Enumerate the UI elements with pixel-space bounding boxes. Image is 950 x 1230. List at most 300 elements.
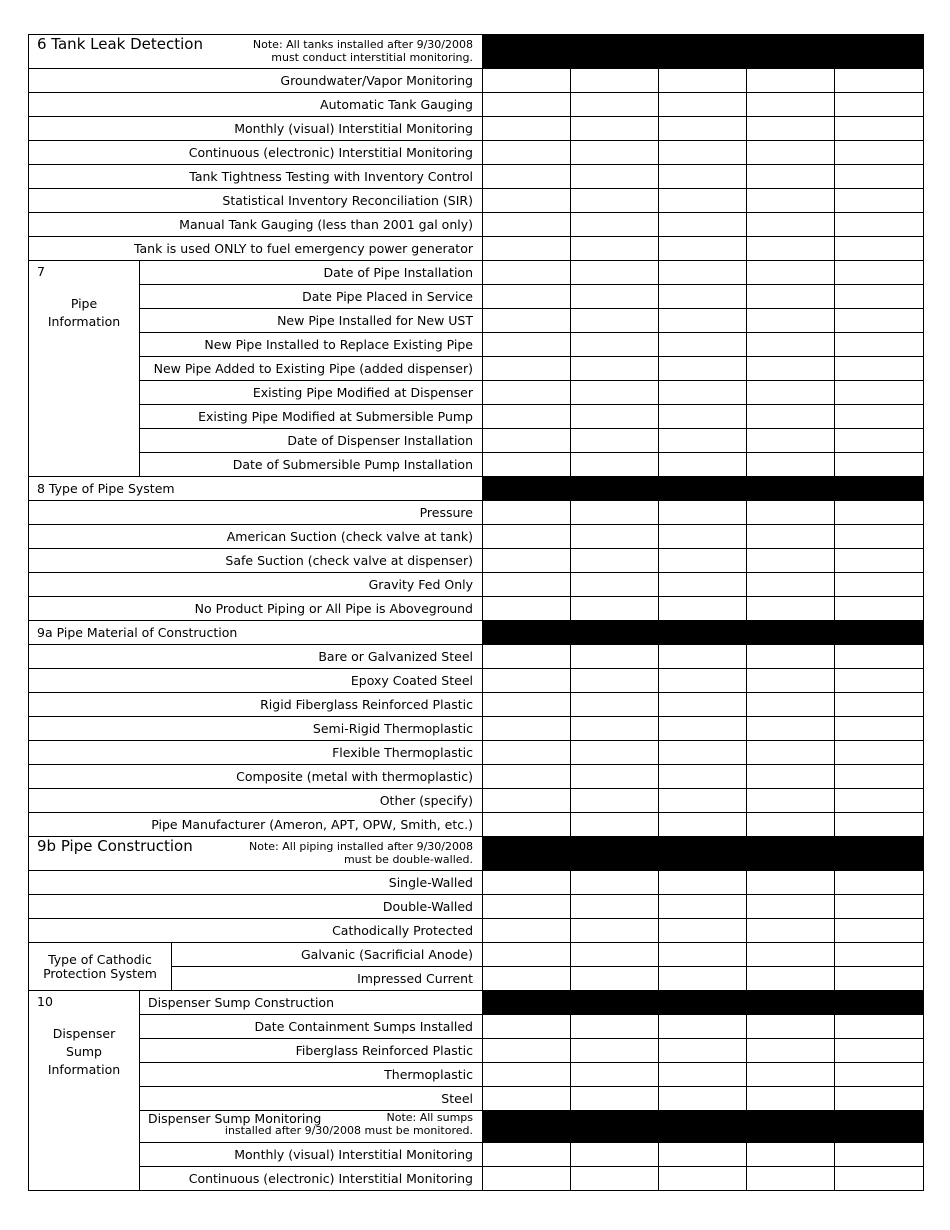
- pipe-material-6-tank-3-cell[interactable]: [659, 789, 747, 813]
- pipe-material-7-tank-1-cell[interactable]: [483, 813, 571, 837]
- section-9b-header-row: [29, 837, 924, 871]
- pipe-system-4-tank-4-cell[interactable]: [747, 597, 835, 621]
- pipe-info-2-row: [29, 309, 924, 333]
- leak-detection-6-tank-4-cell[interactable]: [747, 213, 835, 237]
- sump-monitoring-1-tank-2-cell[interactable]: [571, 1167, 659, 1191]
- leak-detection-5-tank-3-cell[interactable]: [659, 189, 747, 213]
- leak-detection-0-tank-5-cell[interactable]: [835, 69, 924, 93]
- sump-monitoring-1-tank-5-cell[interactable]: [835, 1167, 924, 1191]
- pipe-system-2-tank-2-cell[interactable]: [571, 549, 659, 573]
- section-6-title: 6 Tank Leak Detection: [37, 35, 203, 53]
- pipe-construction-0-tank-1-cell[interactable]: [483, 871, 571, 895]
- leak-detection-1-tank-1-cell[interactable]: [483, 93, 571, 117]
- sump-monitoring-0-tank-3-cell[interactable]: [659, 1143, 747, 1167]
- pipe-info-7-tank-2-cell[interactable]: [571, 429, 659, 453]
- section-6-header: [29, 35, 483, 69]
- pipe-material-3-tank-1-cell[interactable]: [483, 717, 571, 741]
- pipe-material-5-tank-5-cell[interactable]: [835, 765, 924, 789]
- pipe-material-5-label: Composite (metal with thermoplastic): [29, 765, 483, 789]
- pipe-system-0-tank-1-cell[interactable]: [483, 501, 571, 525]
- pipe-material-3-tank-5-cell[interactable]: [835, 717, 924, 741]
- section-9a-title: 9a Pipe Material of Construction: [37, 624, 238, 640]
- pipe-system-3-tank-3-cell[interactable]: [659, 573, 747, 597]
- leak-detection-5-tank-2-cell[interactable]: [571, 189, 659, 213]
- cathodic-1-tank-1-cell[interactable]: [483, 967, 571, 991]
- pipe-material-6-tank-2-cell[interactable]: [571, 789, 659, 813]
- pipe-material-5-tank-3-cell[interactable]: [659, 765, 747, 789]
- pipe-info-2-tank-2-cell[interactable]: [571, 309, 659, 333]
- pipe-material-3-tank-3-cell[interactable]: [659, 717, 747, 741]
- section-9b-header: [29, 837, 483, 871]
- sump-construction-1-tank-4-cell[interactable]: [747, 1039, 835, 1063]
- cathodic-1-tank-2-cell[interactable]: [571, 967, 659, 991]
- pipe-construction-1-tank-4-cell[interactable]: [747, 895, 835, 919]
- header-fill-cell: [571, 837, 659, 871]
- leak-detection-1-tank-4-cell[interactable]: [747, 93, 835, 117]
- pipe-info-0-tank-5-cell[interactable]: [835, 261, 924, 285]
- pipe-system-3-tank-5-cell[interactable]: [835, 573, 924, 597]
- pipe-construction-2-row: [29, 919, 924, 943]
- pipe-info-2-tank-1-cell[interactable]: [483, 309, 571, 333]
- pipe-info-7-tank-3-cell[interactable]: [659, 429, 747, 453]
- header-fill-cell: [483, 837, 571, 871]
- pipe-material-6-tank-5-cell[interactable]: [835, 789, 924, 813]
- pipe-construction-1-tank-2-cell[interactable]: [571, 895, 659, 919]
- leak-detection-3-tank-4-cell[interactable]: [747, 141, 835, 165]
- sump-monitoring-note: Note: All sumps installed after 9/30/2008 must be monitored.: [224, 1111, 473, 1137]
- header-fill-cell: [835, 991, 924, 1015]
- cathodic-0-row: [29, 943, 924, 967]
- pipe-info-0-tank-4-cell[interactable]: [747, 261, 835, 285]
- pipe-info-3-tank-5-cell[interactable]: [835, 333, 924, 357]
- leak-detection-0-row: [29, 69, 924, 93]
- pipe-construction-1-tank-3-cell[interactable]: [659, 895, 747, 919]
- pipe-info-1-label: Date Pipe Placed in Service: [140, 285, 483, 309]
- pipe-info-5-tank-2-cell[interactable]: [571, 381, 659, 405]
- sump-construction-0-tank-4-cell[interactable]: [747, 1015, 835, 1039]
- leak-detection-7-tank-1-cell[interactable]: [483, 237, 571, 261]
- pipe-info-6-tank-2-cell[interactable]: [571, 405, 659, 429]
- pipe-info-1-tank-3-cell[interactable]: [659, 285, 747, 309]
- pipe-material-3-tank-2-cell[interactable]: [571, 717, 659, 741]
- pipe-material-0-tank-3-cell[interactable]: [659, 645, 747, 669]
- leak-detection-4-row: [29, 165, 924, 189]
- pipe-system-2-tank-3-cell[interactable]: [659, 549, 747, 573]
- sump-construction-3-label: Steel: [140, 1087, 483, 1111]
- pipe-construction-2-tank-3-cell[interactable]: [659, 919, 747, 943]
- sump-construction-2-tank-1-cell[interactable]: [483, 1063, 571, 1087]
- pipe-construction-0-row: [29, 871, 924, 895]
- leak-detection-4-tank-2-cell[interactable]: [571, 165, 659, 189]
- pipe-info-4-label: New Pipe Added to Existing Pipe (added dispenser): [140, 357, 483, 381]
- pipe-info-4-row: [29, 357, 924, 381]
- header-fill-cell: [747, 35, 835, 69]
- header-fill-cell: [835, 35, 924, 69]
- header-fill-cell: [571, 35, 659, 69]
- cathodic-0-tank-5-cell[interactable]: [835, 943, 924, 967]
- leak-detection-6-tank-2-cell[interactable]: [571, 213, 659, 237]
- pipe-info-0-tank-3-cell[interactable]: [659, 261, 747, 285]
- ust-form-table: [28, 34, 924, 1191]
- cathodic-0-tank-2-cell[interactable]: [571, 943, 659, 967]
- pipe-material-4-tank-1-cell[interactable]: [483, 741, 571, 765]
- pipe-info-7-tank-5-cell[interactable]: [835, 429, 924, 453]
- pipe-system-0-tank-4-cell[interactable]: [747, 501, 835, 525]
- leak-detection-2-tank-5-cell[interactable]: [835, 117, 924, 141]
- sump-construction-1-row: [29, 1039, 924, 1063]
- pipe-material-1-tank-3-cell[interactable]: [659, 669, 747, 693]
- sump-construction-2-tank-3-cell[interactable]: [659, 1063, 747, 1087]
- pipe-material-4-label: Flexible Thermoplastic: [29, 741, 483, 765]
- leak-detection-4-tank-3-cell[interactable]: [659, 165, 747, 189]
- pipe-material-0-row: [29, 645, 924, 669]
- cathodic-0-tank-1-cell[interactable]: [483, 943, 571, 967]
- leak-detection-0-tank-4-cell[interactable]: [747, 69, 835, 93]
- section-7-name: Pipe Information: [47, 296, 121, 329]
- pipe-info-6-tank-4-cell[interactable]: [747, 405, 835, 429]
- pipe-system-4-tank-2-cell[interactable]: [571, 597, 659, 621]
- pipe-system-1-tank-1-cell[interactable]: [483, 525, 571, 549]
- pipe-material-6-row: [29, 789, 924, 813]
- sump-construction-0-tank-3-cell[interactable]: [659, 1015, 747, 1039]
- pipe-info-5-tank-3-cell[interactable]: [659, 381, 747, 405]
- cathodic-0-tank-3-cell[interactable]: [659, 943, 747, 967]
- pipe-info-5-tank-1-cell[interactable]: [483, 381, 571, 405]
- pipe-info-1-tank-1-cell[interactable]: [483, 285, 571, 309]
- leak-detection-3-tank-3-cell[interactable]: [659, 141, 747, 165]
- sump-construction-0-tank-1-cell[interactable]: [483, 1015, 571, 1039]
- leak-detection-4-tank-4-cell[interactable]: [747, 165, 835, 189]
- sump-monitoring-0-row: [29, 1143, 924, 1167]
- pipe-info-8-tank-1-cell[interactable]: [483, 453, 571, 477]
- sump-construction-2-label: Thermoplastic: [140, 1063, 483, 1087]
- pipe-material-2-tank-1-cell[interactable]: [483, 693, 571, 717]
- pipe-system-0-tank-3-cell[interactable]: [659, 501, 747, 525]
- sump-monitoring-1-tank-1-cell[interactable]: [483, 1167, 571, 1191]
- pipe-material-1-tank-2-cell[interactable]: [571, 669, 659, 693]
- pipe-construction-2-tank-4-cell[interactable]: [747, 919, 835, 943]
- pipe-material-1-tank-5-cell[interactable]: [835, 669, 924, 693]
- pipe-material-3-tank-4-cell[interactable]: [747, 717, 835, 741]
- leak-detection-2-label: Monthly (visual) Interstitial Monitoring: [29, 117, 483, 141]
- cathodic-0-label: Galvanic (Sacrificial Anode): [172, 943, 483, 967]
- section-9a-header: [29, 621, 483, 645]
- pipe-info-7-label: Date of Dispenser Installation: [140, 429, 483, 453]
- pipe-material-2-tank-3-cell[interactable]: [659, 693, 747, 717]
- sump-monitoring-1-tank-4-cell[interactable]: [747, 1167, 835, 1191]
- pipe-info-8-tank-5-cell[interactable]: [835, 453, 924, 477]
- leak-detection-1-tank-2-cell[interactable]: [571, 93, 659, 117]
- sump-construction-2-tank-5-cell[interactable]: [835, 1063, 924, 1087]
- pipe-system-4-tank-1-cell[interactable]: [483, 597, 571, 621]
- leak-detection-4-tank-1-cell[interactable]: [483, 165, 571, 189]
- pipe-material-7-tank-4-cell[interactable]: [747, 813, 835, 837]
- leak-detection-1-tank-3-cell[interactable]: [659, 93, 747, 117]
- cathodic-0-tank-4-cell[interactable]: [747, 943, 835, 967]
- leak-detection-5-row: [29, 189, 924, 213]
- pipe-system-3-tank-2-cell[interactable]: [571, 573, 659, 597]
- pipe-system-3-label: Gravity Fed Only: [29, 573, 483, 597]
- sump-construction-0-tank-2-cell[interactable]: [571, 1015, 659, 1039]
- sump-monitoring-header: [140, 1111, 483, 1143]
- sump-construction-2-tank-2-cell[interactable]: [571, 1063, 659, 1087]
- sump-monitoring-1-tank-3-cell[interactable]: [659, 1167, 747, 1191]
- pipe-info-6-label: Existing Pipe Modified at Submersible Pump: [140, 405, 483, 429]
- pipe-info-5-tank-5-cell[interactable]: [835, 381, 924, 405]
- header-fill-cell: [483, 991, 571, 1015]
- pipe-construction-2-tank-2-cell[interactable]: [571, 919, 659, 943]
- sump-construction-title: Dispenser Sump Construction: [140, 991, 483, 1015]
- pipe-info-8-tank-4-cell[interactable]: [747, 453, 835, 477]
- sump-construction-0-label: Date Containment Sumps Installed: [140, 1015, 483, 1039]
- pipe-info-4-tank-4-cell[interactable]: [747, 357, 835, 381]
- cathodic-1-label: Impressed Current: [172, 967, 483, 991]
- pipe-construction-0-tank-5-cell[interactable]: [835, 871, 924, 895]
- header-fill-cell: [571, 477, 659, 501]
- leak-detection-7-tank-4-cell[interactable]: [747, 237, 835, 261]
- header-fill-cell: [483, 621, 571, 645]
- leak-detection-2-tank-4-cell[interactable]: [747, 117, 835, 141]
- section-8-header: [29, 477, 483, 501]
- sump-construction-3-tank-5-cell[interactable]: [835, 1087, 924, 1111]
- header-fill-cell: [483, 35, 571, 69]
- pipe-system-4-label: No Product Piping or All Pipe is Aboveground: [29, 597, 483, 621]
- pipe-material-4-tank-2-cell[interactable]: [571, 741, 659, 765]
- pipe-material-5-tank-4-cell[interactable]: [747, 765, 835, 789]
- pipe-system-4-row: [29, 597, 924, 621]
- pipe-construction-1-row: [29, 895, 924, 919]
- pipe-info-5-label: Existing Pipe Modified at Dispenser: [140, 381, 483, 405]
- pipe-material-7-tank-3-cell[interactable]: [659, 813, 747, 837]
- cathodic-1-tank-3-cell[interactable]: [659, 967, 747, 991]
- pipe-material-6-tank-4-cell[interactable]: [747, 789, 835, 813]
- sump-construction-3-tank-1-cell[interactable]: [483, 1087, 571, 1111]
- pipe-info-5-row: [29, 381, 924, 405]
- pipe-info-8-tank-3-cell[interactable]: [659, 453, 747, 477]
- pipe-info-3-tank-3-cell[interactable]: [659, 333, 747, 357]
- pipe-system-4-tank-3-cell[interactable]: [659, 597, 747, 621]
- pipe-info-5-tank-4-cell[interactable]: [747, 381, 835, 405]
- pipe-construction-0-tank-3-cell[interactable]: [659, 871, 747, 895]
- pipe-info-8-tank-2-cell[interactable]: [571, 453, 659, 477]
- pipe-material-7-label: Pipe Manufacturer (Ameron, APT, OPW, Smith, etc.): [29, 813, 483, 837]
- leak-detection-6-tank-5-cell[interactable]: [835, 213, 924, 237]
- pipe-info-4-tank-5-cell[interactable]: [835, 357, 924, 381]
- pipe-info-4-tank-3-cell[interactable]: [659, 357, 747, 381]
- leak-detection-4-tank-5-cell[interactable]: [835, 165, 924, 189]
- sump-construction-2-tank-4-cell[interactable]: [747, 1063, 835, 1087]
- section-9b-note: Note: All piping installed after 9/30/2008 must be double-walled.: [249, 840, 473, 866]
- leak-detection-1-label: Automatic Tank Gauging: [29, 93, 483, 117]
- pipe-info-6-tank-1-cell[interactable]: [483, 405, 571, 429]
- header-fill-cell: [483, 477, 571, 501]
- pipe-construction-1-label: Double-Walled: [29, 895, 483, 919]
- pipe-material-4-tank-5-cell[interactable]: [835, 741, 924, 765]
- pipe-system-3-tank-1-cell[interactable]: [483, 573, 571, 597]
- header-fill-cell: [747, 1111, 835, 1143]
- sump-monitoring-0-tank-5-cell[interactable]: [835, 1143, 924, 1167]
- sump-monitoring-0-label: Monthly (visual) Interstitial Monitoring: [140, 1143, 483, 1167]
- header-fill-cell: [835, 1111, 924, 1143]
- leak-detection-6-row: [29, 213, 924, 237]
- leak-detection-7-tank-5-cell[interactable]: [835, 237, 924, 261]
- pipe-system-1-tank-4-cell[interactable]: [747, 525, 835, 549]
- pipe-info-7-tank-1-cell[interactable]: [483, 429, 571, 453]
- section-10-name: Dispenser Sump Information: [47, 1026, 121, 1077]
- sump-construction-1-tank-1-cell[interactable]: [483, 1039, 571, 1063]
- pipe-material-2-tank-5-cell[interactable]: [835, 693, 924, 717]
- pipe-info-7-row: [29, 429, 924, 453]
- pipe-system-1-tank-5-cell[interactable]: [835, 525, 924, 549]
- header-fill-cell: [659, 35, 747, 69]
- pipe-system-1-label: American Suction (check valve at tank): [29, 525, 483, 549]
- pipe-system-1-tank-3-cell[interactable]: [659, 525, 747, 549]
- pipe-construction-0-tank-4-cell[interactable]: [747, 871, 835, 895]
- leak-detection-6-tank-1-cell[interactable]: [483, 213, 571, 237]
- sump-monitoring-0-tank-4-cell[interactable]: [747, 1143, 835, 1167]
- pipe-system-2-label: Safe Suction (check valve at dispenser): [29, 549, 483, 573]
- leak-detection-5-tank-5-cell[interactable]: [835, 189, 924, 213]
- sump-construction-1-label: Fiberglass Reinforced Plastic: [140, 1039, 483, 1063]
- pipe-info-6-tank-3-cell[interactable]: [659, 405, 747, 429]
- section-6-header-row: [29, 35, 924, 69]
- leak-detection-1-tank-5-cell[interactable]: [835, 93, 924, 117]
- section-10-number: 10: [37, 994, 53, 1009]
- sump-construction-0-tank-5-cell[interactable]: [835, 1015, 924, 1039]
- sump-construction-3-tank-4-cell[interactable]: [747, 1087, 835, 1111]
- cathodic-type-label: Type of Cathodic Protection System: [29, 943, 172, 991]
- header-fill-cell: [659, 477, 747, 501]
- pipe-info-8-label: Date of Submersible Pump Installation: [140, 453, 483, 477]
- pipe-info-2-tank-3-cell[interactable]: [659, 309, 747, 333]
- pipe-material-2-label: Rigid Fiberglass Reinforced Plastic: [29, 693, 483, 717]
- header-fill-cell: [659, 991, 747, 1015]
- sump-construction-3-tank-2-cell[interactable]: [571, 1087, 659, 1111]
- pipe-material-1-row: [29, 669, 924, 693]
- pipe-system-2-tank-1-cell[interactable]: [483, 549, 571, 573]
- pipe-material-6-tank-1-cell[interactable]: [483, 789, 571, 813]
- pipe-system-0-tank-2-cell[interactable]: [571, 501, 659, 525]
- section-8-title: 8 Type of Pipe System: [37, 480, 175, 496]
- pipe-material-0-tank-4-cell[interactable]: [747, 645, 835, 669]
- sump-construction-1-tank-5-cell[interactable]: [835, 1039, 924, 1063]
- pipe-system-2-tank-5-cell[interactable]: [835, 549, 924, 573]
- sump-construction-2-row: [29, 1063, 924, 1087]
- pipe-info-3-tank-1-cell[interactable]: [483, 333, 571, 357]
- pipe-construction-2-tank-5-cell[interactable]: [835, 919, 924, 943]
- section-9a-header-row: [29, 621, 924, 645]
- pipe-system-0-row: [29, 501, 924, 525]
- pipe-material-7-tank-5-cell[interactable]: [835, 813, 924, 837]
- pipe-material-0-tank-2-cell[interactable]: [571, 645, 659, 669]
- pipe-material-1-tank-1-cell[interactable]: [483, 669, 571, 693]
- pipe-construction-1-tank-1-cell[interactable]: [483, 895, 571, 919]
- pipe-system-2-row: [29, 549, 924, 573]
- pipe-system-2-tank-4-cell[interactable]: [747, 549, 835, 573]
- pipe-material-0-tank-5-cell[interactable]: [835, 645, 924, 669]
- leak-detection-2-tank-2-cell[interactable]: [571, 117, 659, 141]
- leak-detection-3-tank-1-cell[interactable]: [483, 141, 571, 165]
- leak-detection-0-tank-3-cell[interactable]: [659, 69, 747, 93]
- section-6-note: Note: All tanks installed after 9/30/2008 must conduct interstitial monitoring.: [252, 38, 473, 64]
- pipe-material-4-tank-4-cell[interactable]: [747, 741, 835, 765]
- leak-detection-7-tank-2-cell[interactable]: [571, 237, 659, 261]
- leak-detection-0-tank-1-cell[interactable]: [483, 69, 571, 93]
- pipe-material-5-tank-2-cell[interactable]: [571, 765, 659, 789]
- sump-monitoring-0-tank-1-cell[interactable]: [483, 1143, 571, 1167]
- pipe-info-3-tank-2-cell[interactable]: [571, 333, 659, 357]
- pipe-info-8-row: [29, 453, 924, 477]
- pipe-material-3-row: [29, 717, 924, 741]
- leak-detection-6-tank-3-cell[interactable]: [659, 213, 747, 237]
- cathodic-1-tank-4-cell[interactable]: [747, 967, 835, 991]
- pipe-info-2-tank-4-cell[interactable]: [747, 309, 835, 333]
- pipe-material-2-tank-4-cell[interactable]: [747, 693, 835, 717]
- leak-detection-7-tank-3-cell[interactable]: [659, 237, 747, 261]
- leak-detection-5-tank-4-cell[interactable]: [747, 189, 835, 213]
- leak-detection-0-tank-2-cell[interactable]: [571, 69, 659, 93]
- leak-detection-4-label: Tank Tightness Testing with Inventory Control: [29, 165, 483, 189]
- pipe-material-1-tank-4-cell[interactable]: [747, 669, 835, 693]
- pipe-material-2-tank-2-cell[interactable]: [571, 693, 659, 717]
- pipe-material-0-tank-1-cell[interactable]: [483, 645, 571, 669]
- pipe-material-4-tank-3-cell[interactable]: [659, 741, 747, 765]
- cathodic-1-tank-5-cell[interactable]: [835, 967, 924, 991]
- sump-construction-1-tank-2-cell[interactable]: [571, 1039, 659, 1063]
- pipe-info-1-tank-2-cell[interactable]: [571, 285, 659, 309]
- pipe-material-1-label: Epoxy Coated Steel: [29, 669, 483, 693]
- pipe-info-0-tank-1-cell[interactable]: [483, 261, 571, 285]
- pipe-info-3-row: [29, 333, 924, 357]
- pipe-info-7-tank-4-cell[interactable]: [747, 429, 835, 453]
- pipe-material-5-tank-1-cell[interactable]: [483, 765, 571, 789]
- pipe-info-2-tank-5-cell[interactable]: [835, 309, 924, 333]
- leak-detection-5-tank-1-cell[interactable]: [483, 189, 571, 213]
- sump-monitoring-0-tank-2-cell[interactable]: [571, 1143, 659, 1167]
- pipe-info-3-tank-4-cell[interactable]: [747, 333, 835, 357]
- leak-detection-0-label: Groundwater/Vapor Monitoring: [29, 69, 483, 93]
- pipe-material-5-row: [29, 765, 924, 789]
- sump-construction-3-row: [29, 1087, 924, 1111]
- header-fill-cell: [571, 991, 659, 1015]
- pipe-info-4-tank-2-cell[interactable]: [571, 357, 659, 381]
- header-fill-cell: [659, 621, 747, 645]
- pipe-material-7-tank-2-cell[interactable]: [571, 813, 659, 837]
- leak-detection-3-tank-5-cell[interactable]: [835, 141, 924, 165]
- pipe-construction-2-tank-1-cell[interactable]: [483, 919, 571, 943]
- section-10-group: [29, 991, 140, 1191]
- pipe-system-0-tank-5-cell[interactable]: [835, 501, 924, 525]
- leak-detection-2-tank-3-cell[interactable]: [659, 117, 747, 141]
- pipe-system-1-tank-2-cell[interactable]: [571, 525, 659, 549]
- pipe-info-1-tank-4-cell[interactable]: [747, 285, 835, 309]
- pipe-info-1-tank-5-cell[interactable]: [835, 285, 924, 309]
- pipe-material-2-row: [29, 693, 924, 717]
- sump-construction-1-tank-3-cell[interactable]: [659, 1039, 747, 1063]
- pipe-system-3-tank-4-cell[interactable]: [747, 573, 835, 597]
- leak-detection-3-tank-2-cell[interactable]: [571, 141, 659, 165]
- leak-detection-2-tank-1-cell[interactable]: [483, 117, 571, 141]
- pipe-info-4-tank-1-cell[interactable]: [483, 357, 571, 381]
- pipe-construction-1-tank-5-cell[interactable]: [835, 895, 924, 919]
- pipe-construction-0-tank-2-cell[interactable]: [571, 871, 659, 895]
- pipe-info-6-tank-5-cell[interactable]: [835, 405, 924, 429]
- pipe-info-0-tank-2-cell[interactable]: [571, 261, 659, 285]
- sump-construction-3-tank-3-cell[interactable]: [659, 1087, 747, 1111]
- pipe-info-0-label: Date of Pipe Installation: [140, 261, 483, 285]
- pipe-system-4-tank-5-cell[interactable]: [835, 597, 924, 621]
- sump-construction-header-row: [29, 991, 924, 1015]
